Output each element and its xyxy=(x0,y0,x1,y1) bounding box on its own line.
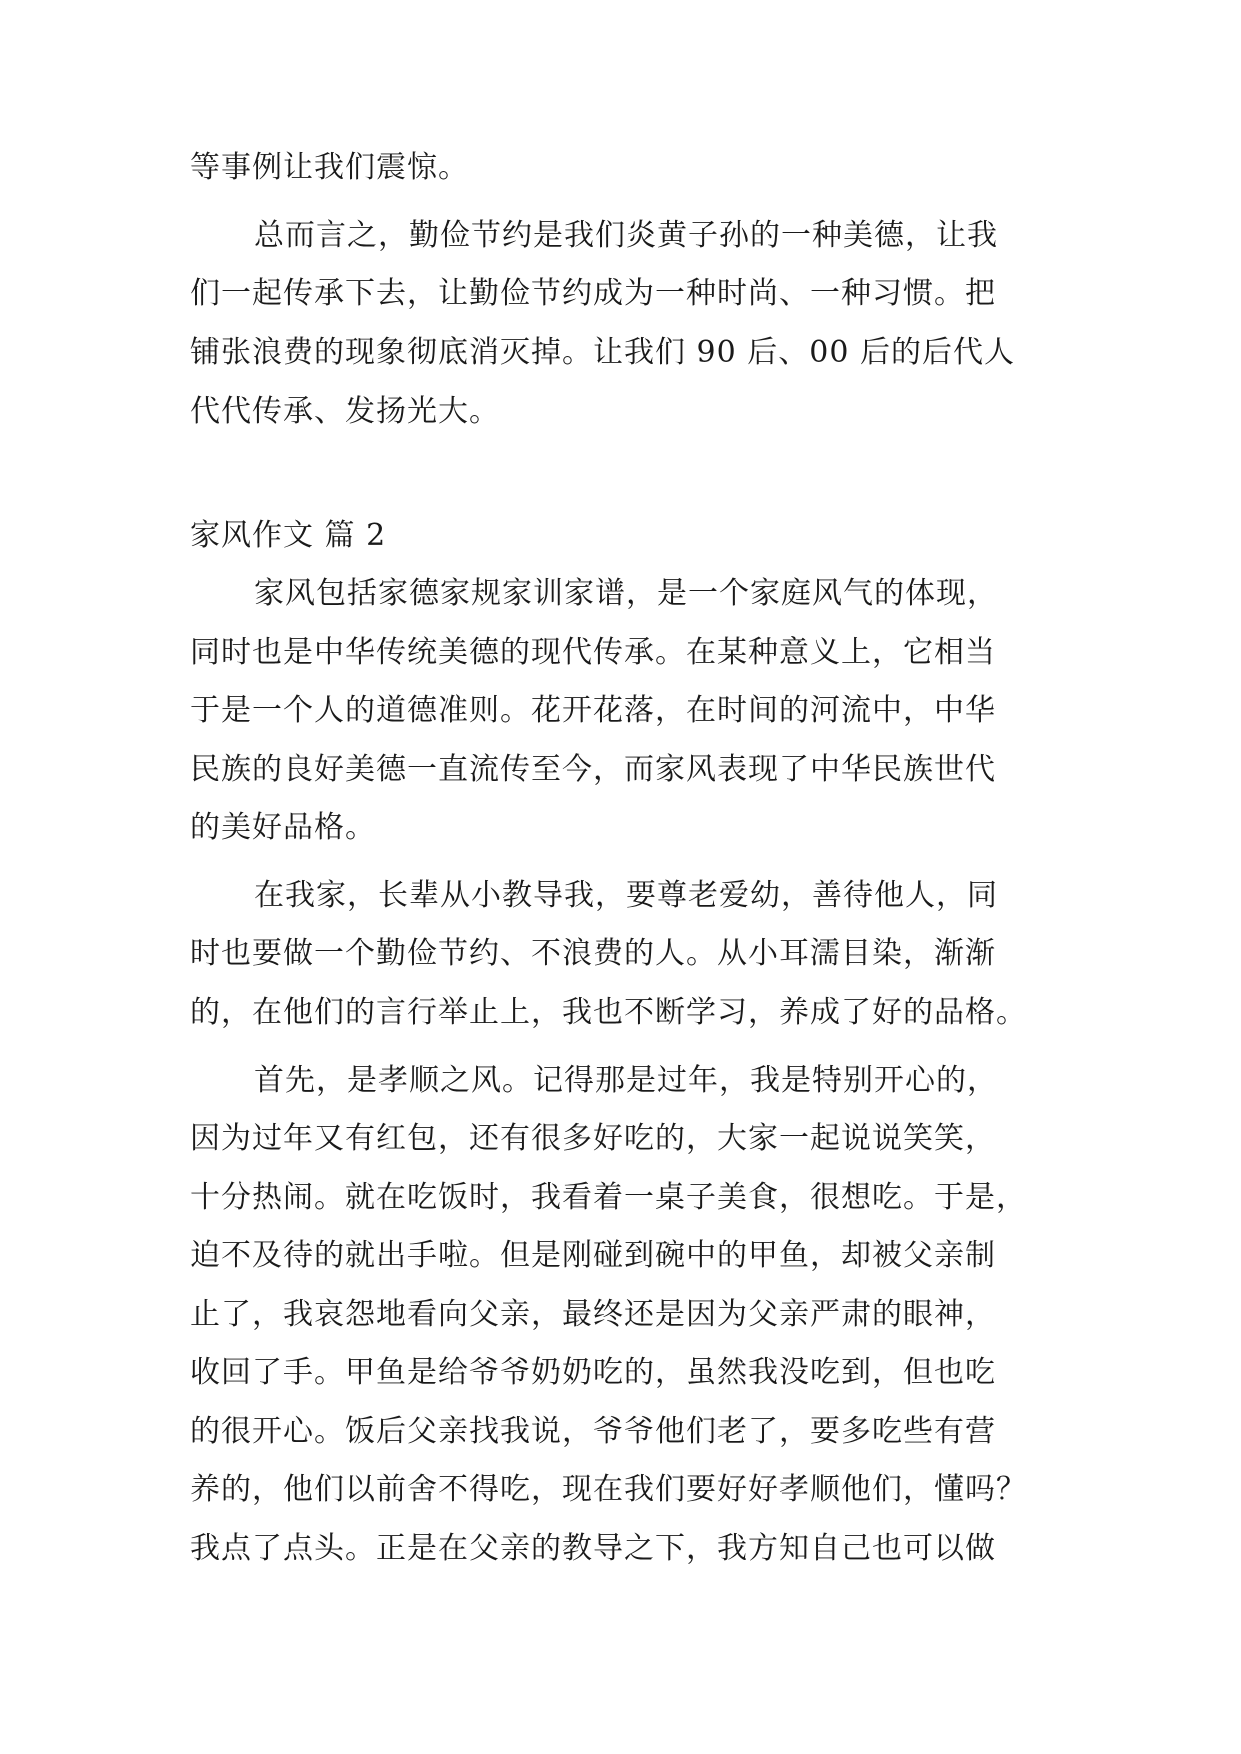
body-line: 于是一个人的道德准则。花开花落，在时间的河流中，中华 xyxy=(190,693,996,728)
body-line: 的很开心。饭后父亲找我说，爷爷他们老了，要多吃些有营 xyxy=(190,1414,996,1449)
body-line: 十分热闹。就在吃饭时，我看着一桌子美食，很想吃。于是， xyxy=(190,1180,1027,1215)
body-line: 民族的良好美德一直流传至今，而家风表现了中华民族世代 xyxy=(190,752,996,787)
paragraph-first-line: 首先，是孝顺之风。记得那是过年，我是特别开心的， xyxy=(254,1063,998,1098)
body-line: 等事例让我们震惊。 xyxy=(190,150,469,185)
body-line: 的美好品格。 xyxy=(190,810,376,845)
paragraph-first-line: 在我家，长辈从小教导我，要尊老爱幼，善待他人，同 xyxy=(254,878,998,913)
section-heading: 家风作文 篇 2 xyxy=(190,518,387,553)
paragraph-first-line: 家风包括家德家规家训家谱，是一个家庭风气的体现， xyxy=(254,576,998,611)
body-line: 代代传承、发扬光大。 xyxy=(190,394,500,429)
body-line: 我点了点头。正是在父亲的教导之下，我方知自己也可以做 xyxy=(190,1531,996,1566)
body-line: 因为过年又有红包，还有很多好吃的，大家一起说说笑笑， xyxy=(190,1121,996,1156)
body-line: 收回了手。甲鱼是给爷爷奶奶吃的，虽然我没吃到，但也吃 xyxy=(190,1355,996,1390)
body-line: 养的，他们以前舍不得吃，现在我们要好好孝顺他们，懂吗？ xyxy=(190,1472,1027,1507)
paragraph-first-line: 总而言之，勤俭节约是我们炎黄子孙的一种美德，让我 xyxy=(254,218,998,253)
body-line: 铺张浪费的现象彻底消灭掉。让我们 90 后、00 后的后代人 xyxy=(190,335,1015,370)
body-line: 同时也是中华传统美德的现代传承。在某种意义上，它相当 xyxy=(190,635,996,670)
body-line: 时也要做一个勤俭节约、不浪费的人。从小耳濡目染，渐渐 xyxy=(190,936,996,971)
body-line: 迫不及待的就出手啦。但是刚碰到碗中的甲鱼，却被父亲制 xyxy=(190,1238,996,1273)
body-line: 们一起传承下去，让勤俭节约成为一种时尚、一种习惯。把 xyxy=(190,276,996,311)
body-line: 止了，我哀怨地看向父亲，最终还是因为父亲严肃的眼神， xyxy=(190,1297,996,1332)
body-line: 的，在他们的言行举止上，我也不断学习，养成了好的品格。 xyxy=(190,995,1027,1030)
